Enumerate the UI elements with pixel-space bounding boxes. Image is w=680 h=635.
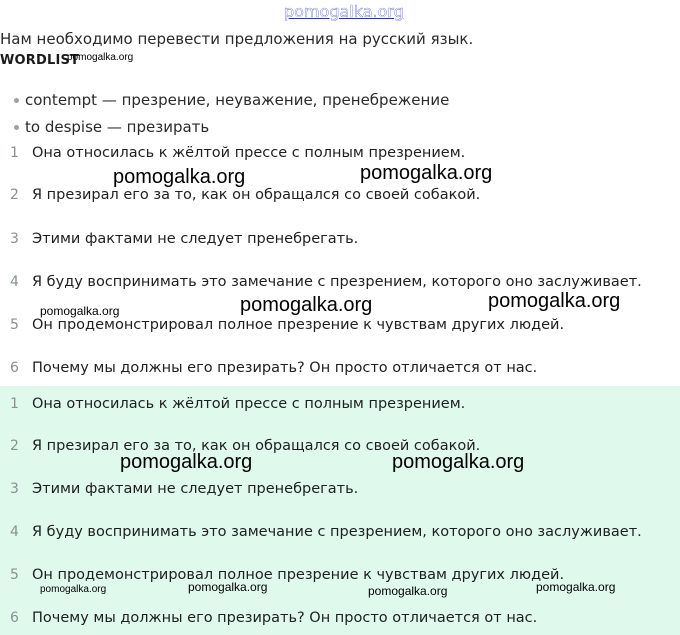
sentence-number: 6 bbox=[10, 360, 19, 376]
sentence-row bbox=[0, 145, 465, 161]
sentence-number: 3 bbox=[10, 231, 19, 247]
watermark: pomogalka.org bbox=[67, 52, 134, 63]
sentence-number: 2 bbox=[10, 438, 19, 454]
sentence-number: 6 bbox=[10, 610, 19, 626]
watermark: pomogalka.org bbox=[240, 294, 373, 316]
sentence-number: 5 bbox=[10, 317, 19, 333]
sentence-number: 1 bbox=[10, 145, 19, 161]
sentence-text: Этими фактами не следует пренебрегать. bbox=[32, 231, 359, 247]
sentence-text: Почему мы должны его презирать? Он просто отличается от нас. bbox=[32, 610, 538, 626]
sentence-text: Он продемонстрировал полное презрение к чувствам других людей. bbox=[32, 317, 565, 333]
sentence-row bbox=[0, 317, 564, 333]
bullet-icon bbox=[14, 98, 19, 103]
sentence-text: Я буду воспринимать это замечание с презрением, которого оно заслуживает. bbox=[32, 274, 642, 290]
sentence-text: Этими фактами не следует пренебрегать. bbox=[32, 481, 359, 497]
sentence-row bbox=[0, 231, 358, 247]
sentence-number: 2 bbox=[10, 187, 19, 203]
sentence-number: 4 bbox=[10, 524, 19, 540]
site-header-link[interactable]: pomogalka.org bbox=[284, 2, 404, 21]
sentence-number: 5 bbox=[10, 567, 19, 583]
sentence-row bbox=[0, 360, 537, 376]
bullet-icon bbox=[14, 125, 19, 130]
sentence-text: Она относилась к жёлтой прессе с полным презрением. bbox=[32, 396, 466, 412]
watermark: pomogalka.org bbox=[368, 584, 448, 598]
watermark: pomogalka.org bbox=[40, 584, 107, 595]
watermark: pomogalka.org bbox=[536, 580, 616, 594]
sentence-text: Я презирал его за то, как он обращался со своей собакой. bbox=[32, 187, 481, 203]
sentence-row bbox=[0, 187, 480, 203]
watermark: pomogalka.org bbox=[40, 304, 120, 318]
sentence-text: Он продемонстрировал полное презрение к чувствам других людей. bbox=[32, 567, 565, 583]
instruction-text: Нам необходимо перевести предложения на русский язык. bbox=[0, 30, 474, 48]
wordlist-heading: WORDLIST bbox=[0, 53, 80, 68]
sentence-number: 1 bbox=[10, 396, 19, 412]
sentence-text: Почему мы должны его презирать? Он просто отличается от нас. bbox=[32, 360, 538, 376]
wordlist-item: contempt — презрение, неуважение, пренебрежение bbox=[14, 91, 449, 109]
watermark: pomogalka.org bbox=[392, 451, 525, 473]
sentence-row bbox=[0, 610, 537, 626]
sentence-row bbox=[0, 567, 564, 583]
watermark: pomogalka.org bbox=[488, 290, 621, 312]
answer-panel bbox=[0, 386, 680, 635]
sentence-text: Я буду воспринимать это замечание с презрением, которого оно заслуживает. bbox=[32, 524, 642, 540]
sentence-text: Я презирал его за то, как он обращался со своей собакой. bbox=[32, 438, 481, 454]
wordlist-item: to despise — презирать bbox=[14, 118, 209, 136]
watermark: pomogalka.org bbox=[188, 580, 268, 594]
sentence-row bbox=[0, 481, 358, 497]
sentence-number: 3 bbox=[10, 481, 19, 497]
sentence-row bbox=[0, 524, 642, 540]
sentence-text: Она относилась к жёлтой прессе с полным презрением. bbox=[32, 145, 466, 161]
sentence-row bbox=[0, 274, 642, 290]
watermark: pomogalka.org bbox=[113, 166, 246, 188]
watermark: pomogalka.org bbox=[360, 162, 493, 184]
sentence-number: 4 bbox=[10, 274, 19, 290]
watermark: pomogalka.org bbox=[120, 451, 253, 473]
sentence-row bbox=[0, 396, 465, 412]
